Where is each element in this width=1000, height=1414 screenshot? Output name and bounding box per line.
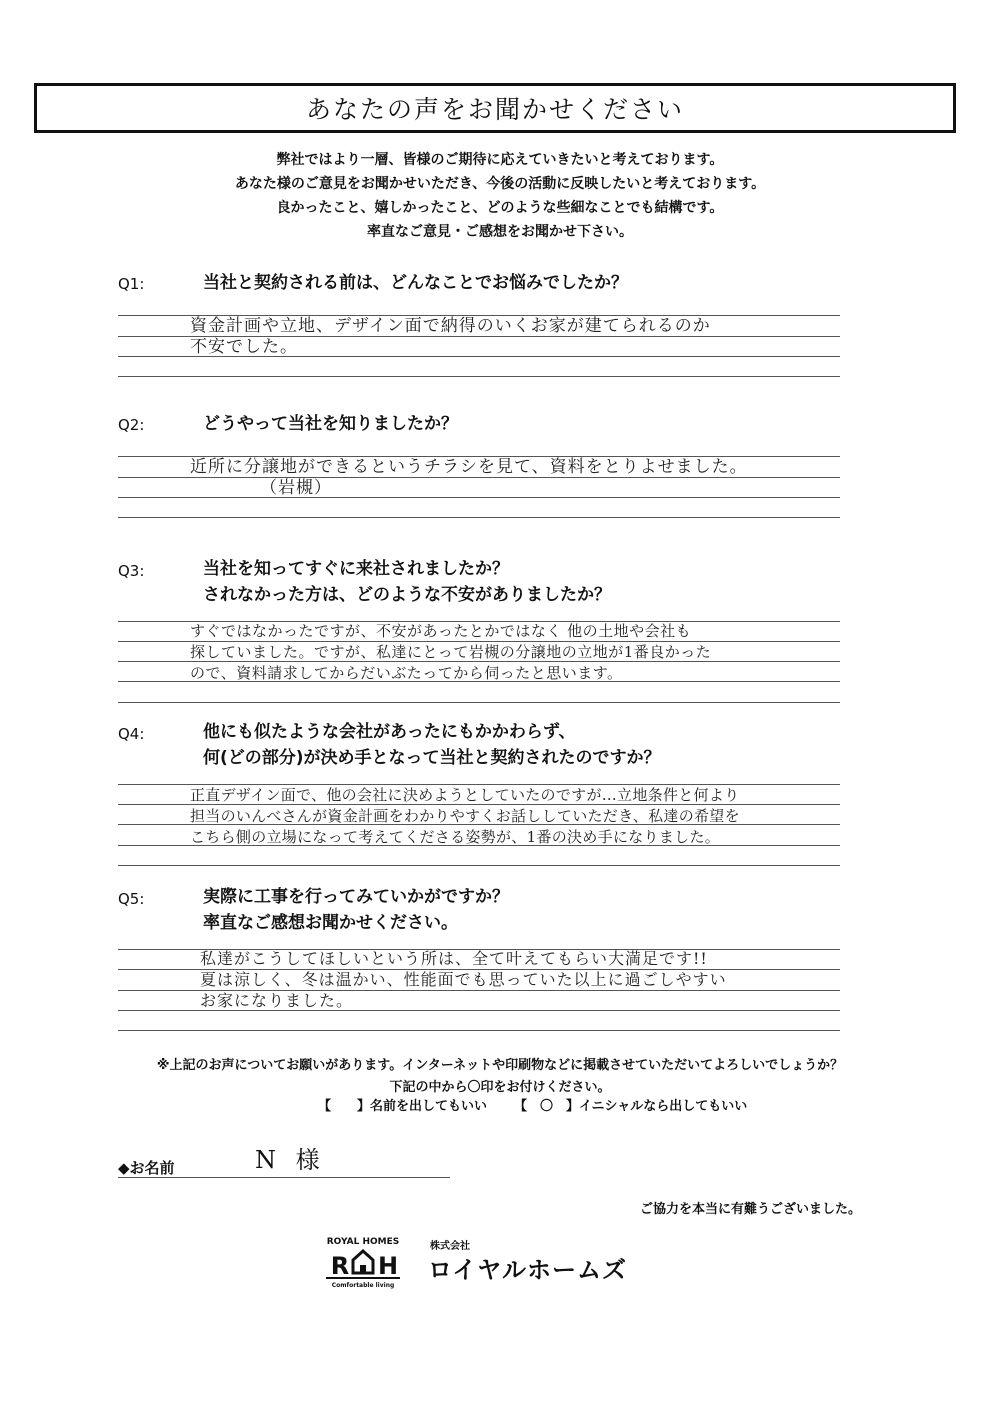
intro-line: 弊社ではより一層、皆様のご期待に応えていきたいと考えております。: [276, 152, 724, 168]
answer-line: すぐではなかったですが、不安があったとかではなく 他の土地や会社も: [190, 622, 692, 640]
q4-answer[interactable]: [190, 785, 740, 848]
q4-text-line: 何(どの部分)が決め手となって当社と契約されたのですか？: [203, 748, 661, 768]
q3-label: Q3:: [118, 562, 145, 580]
q4-text: [203, 719, 661, 771]
q2-text-line: どうやって当社を知りましたか？: [203, 414, 458, 434]
answer-line: こちら側の立場になって考えてくださる姿勢が、1番の決め手になりました。: [190, 828, 721, 846]
logo-letter-r: R: [330, 1252, 350, 1280]
option-checkbox[interactable]: 【 〇 】: [514, 1099, 580, 1114]
q3-answer[interactable]: [190, 621, 711, 684]
consent-option-initials[interactable]: [514, 1095, 747, 1114]
answer-rule: [118, 702, 840, 703]
q2-text: [203, 411, 458, 437]
intro-line: 率直なご意見・ご感想をお聞かせ下さい。: [367, 224, 633, 240]
option-checkbox[interactable]: 【 】: [318, 1099, 371, 1114]
answer-line: （岩槻）: [260, 478, 332, 498]
q2-label: Q2:: [118, 416, 145, 434]
logo-letter-h: H: [377, 1252, 399, 1280]
answer-rule: [118, 517, 840, 518]
q1-text: [203, 270, 628, 296]
name-rule: [118, 1177, 450, 1178]
answer-line: 正直デザイン面で、他の会社に決めようとしていたのですが…立地条件と何より: [190, 786, 740, 804]
answer-line: 私達がこうしてほしいという所は、全て叶えてもらい大満足です!!: [200, 949, 708, 968]
company-prefix: 株式会社: [430, 1241, 470, 1252]
q3-text: [203, 556, 611, 608]
q5-text: [203, 884, 509, 936]
logo-bottom-text: Comfortable living: [331, 1282, 395, 1289]
answer-rule: [118, 1030, 840, 1031]
answer-line: 担当のいんべさんが資金計画をわかりやすくお話ししていただき、私達の希望を: [190, 807, 740, 825]
publication-consent-notice: [0, 1055, 1000, 1099]
answer-line: 不安でした。: [190, 337, 298, 357]
page-title: あなたの声をお聞かせください: [34, 83, 956, 133]
royal-homes-logo: [318, 1232, 408, 1292]
q5-label: Q5:: [118, 890, 145, 908]
q5-text-line: 実際に工事を行ってみていかがですか？: [203, 887, 509, 907]
intro-text: [0, 148, 1000, 244]
option-label: イニシャルなら出してもいい: [579, 1099, 748, 1114]
q3-text-line: 当社を知ってすぐに来社されましたか？: [203, 559, 509, 579]
notice-line: 下記の中から〇印をお付けください。: [389, 1080, 611, 1095]
logo-top-text: ROYAL HOMES: [326, 1237, 400, 1247]
thanks-text: ご協力を本当に有難うございました。: [640, 1202, 862, 1217]
name-label: ◆お名前: [118, 1159, 175, 1177]
logo-mark: [318, 1232, 408, 1292]
answer-line: 近所に分譲地ができるというチラシを見て、資料をとりよせました。: [190, 457, 748, 477]
intro-line: あなた様のご意見をお聞かせいただき、今後の活動に反映したいと考えております。: [234, 176, 766, 192]
answer-rule: [118, 865, 840, 866]
q5-answer[interactable]: [200, 948, 727, 1011]
house-door-icon: [360, 1265, 366, 1273]
answer-rule: [118, 376, 840, 377]
consent-option-name[interactable]: [318, 1095, 487, 1114]
q4-label: Q4:: [118, 725, 145, 743]
answer-line: お家になりました。: [200, 991, 354, 1010]
q1-answer[interactable]: [190, 316, 711, 358]
q1-label: Q1:: [118, 275, 145, 293]
q1-text-line: 当社と契約される前は、どんなことでお悩みでしたか？: [203, 273, 628, 293]
intro-line: 良かったこと、嬉しかったこと、どのような些細なことでも結構です。: [276, 200, 724, 216]
name-field[interactable]: N 様: [255, 1146, 326, 1174]
answer-line: 資金計画や立地、デザイン面で納得のいくお家が建てられるのか: [190, 316, 711, 336]
q4-text-line: 他にも似たような会社があったにもかかわらず、: [203, 722, 576, 742]
option-label: 名前を出してもいい: [370, 1099, 488, 1114]
q5-text-line: 率直なご感想お聞かせください。: [203, 913, 458, 933]
answer-line: 夏は涼しく、冬は温かい、性能面でも思っていた以上に過ごしやすい: [200, 970, 727, 989]
q3-text-line: されなかった方は、どのような不安がありましたか？: [203, 585, 611, 605]
q2-answer[interactable]: [190, 457, 748, 499]
company-name: ロイヤルホームズ: [428, 1256, 628, 1284]
answer-line: ので、資料請求してからだいぶたってから伺ったと思います。: [190, 664, 623, 682]
answer-line: 探していました。ですが、私達にとって岩槻の分譲地の立地が1番良かった: [190, 643, 712, 661]
notice-line: ※上記のお声についてお願いがあります。インターネットや印刷物などに掲載させていただいてよろしいでしょうか？: [156, 1058, 844, 1073]
